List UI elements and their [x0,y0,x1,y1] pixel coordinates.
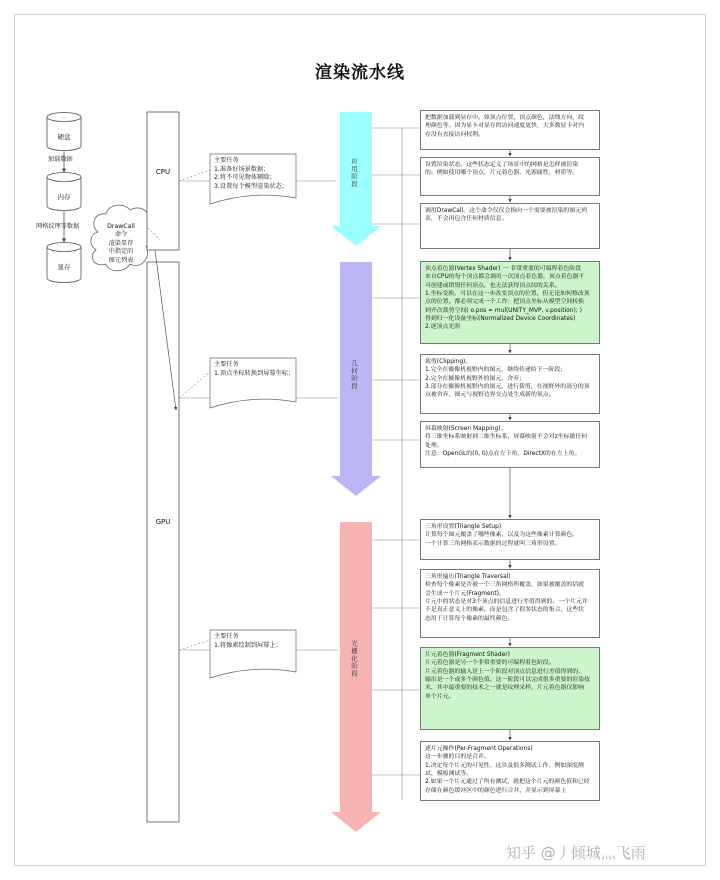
screen-mapping-box: 屏幕映射(Screen Mapping)。 将三维坐标系映射到二维坐标系，屏幕映射不会对z坐标做任何 处理。 注意：OpenGL的(0, 0)点在左下角，DirectX的在左上角。 [420,421,600,468]
mesh-data-label: 网格纹理等数据 [36,223,80,230]
triangle-setup-box: 三角形设置(Triangle Setup) 计算每个图元覆盖了哪些像素，以及为这些像素计算颜色。 一个计算三角网格表示数据的过程就叫三角形设置。 [420,519,600,560]
gpu-column [147,262,179,822]
load-to-vram-box: 把数据加载到显存中。如顶点位置，顶点颜色，法线方向，纹 理颜色等。因为显卡对显存的访问速度更快，大多数显卡对内 存没有直接访问权利。 [420,110,600,150]
triangle-traversal-box: 三角形遍历(Triangle Traversal) 检查每个像素是否被一个三角网格所覆盖，如果被覆盖的话就 会生成一个片元(Fragment)。 片元中的状态是对3个顶点的信息进行差值得到的。一个片元并 不是真正意义上的像素，而是包含了很多状态的集合，这些状 态用于计算每个像素的最终颜色。 [420,569,600,638]
drawcall-note-line: 图元列表 [108,256,134,264]
gpu-label: GPU [155,518,171,526]
geometry-stage-label: 几何阶段 [350,360,358,390]
watermark: 知乎 @丿倾城灬飞雨 [506,844,646,862]
render-state-box: 设置渲染状态。这些状态定义了场景中的网格是怎样被渲染 的。例如使用哪个顶点，片元着色器，光源属性，材质等。 [420,157,600,196]
drawcall-note-line: DrawCall [107,223,135,230]
disk-label: 硬盘 [57,133,71,141]
cpu-column [147,112,179,250]
vram-label: 显存 [57,263,71,271]
drawcall-note [99,223,143,265]
drawcall-note-line: 渲染显存 [108,239,134,247]
diagram-title: 渲染流水线 [315,63,405,83]
vertex-shader-box: 顶点着色器(Vertex Shader) 一 非常重要的可编程着色阶段 来自CPU的每个顶点都会调用一次顶点着色器，顶点着色器不 可创建或销毁任何顶点，也无法获得顶点间的关系。 1.坐标变换，可以在这一步改变顶点的位置，但无论如何修改顶 点的位置，都必须完成一个工作：把顶点坐标从模型空间转换 到齐次裁剪空间( o.pos = mul(UNITY_MVP, v.position); ) 得到归一化设备坐标(Normalized Device Coordinates) 2.逐顶点光照 [420,261,600,344]
memory-label: 内存 [57,193,71,201]
cpu-label: CPU [155,168,171,176]
load-data-label: 加载数据 [48,156,73,163]
raster-task-text: 主要任务 1.将像素绘制到屏幕上； [214,633,282,649]
raster-stage-label: 光栅化阶段 [350,640,358,678]
cpu-task-text: 主要任务 1.准备好场景数据； 2.将不可见物体剔除； 3.设置每个模型渲染状态； [214,157,288,190]
drawcall-note-line: 中指定的 [108,248,134,256]
geometry-task-text: 主要任务 1.顶点坐标转换到屏幕坐标； [214,361,295,377]
application-stage-label: 应用阶段 [350,158,358,188]
per-fragment-box: 逐片元操作(Per-Fragment Operations) 这一步骤的目的是合并。 1.决定每个片元的可见性。这涉及很多测试工作，例如深度测 试，模板测试等。 2.如果一个片元通过了所有测试，就把这个片元的颜色值和已经 存储在颜色缓冲区中的颜色进行合并，并显示到屏幕上 [420,741,600,801]
fragment-shader-box: 片元着色器(Fragment Shader) 片元着色器是另一个非常重要的可编程着色阶段。 片元着色器的输入是上一个阶段对顶点信息进行差值得到的， 输出是一个或多个颜色值。这一阶段可以完成很多重要的渲染技 术，其中最重要的技术之一就是纹理采样。片元着色器仅影响 单个片元。 [420,647,600,730]
clipping-box: 裁剪(Clipping)。 1.完全在摄像机视野内的图元，继续传递给下一阶段； 2.完全在摄像机视野外的图元，舍弃； 3.部分在摄像机视野内的图元，进行裁剪，在视野外的部分的顶 点被舍弃，图元与视野边界交点处生成新的顶点。 [420,354,600,414]
drawcall-box: 调用DrawCall。这个命令仅仅会指向一个需要被渲染的图元列 表，不会再包含任何材质信息。 [420,203,600,249]
drawcall-note-line: 命令 [114,231,128,239]
